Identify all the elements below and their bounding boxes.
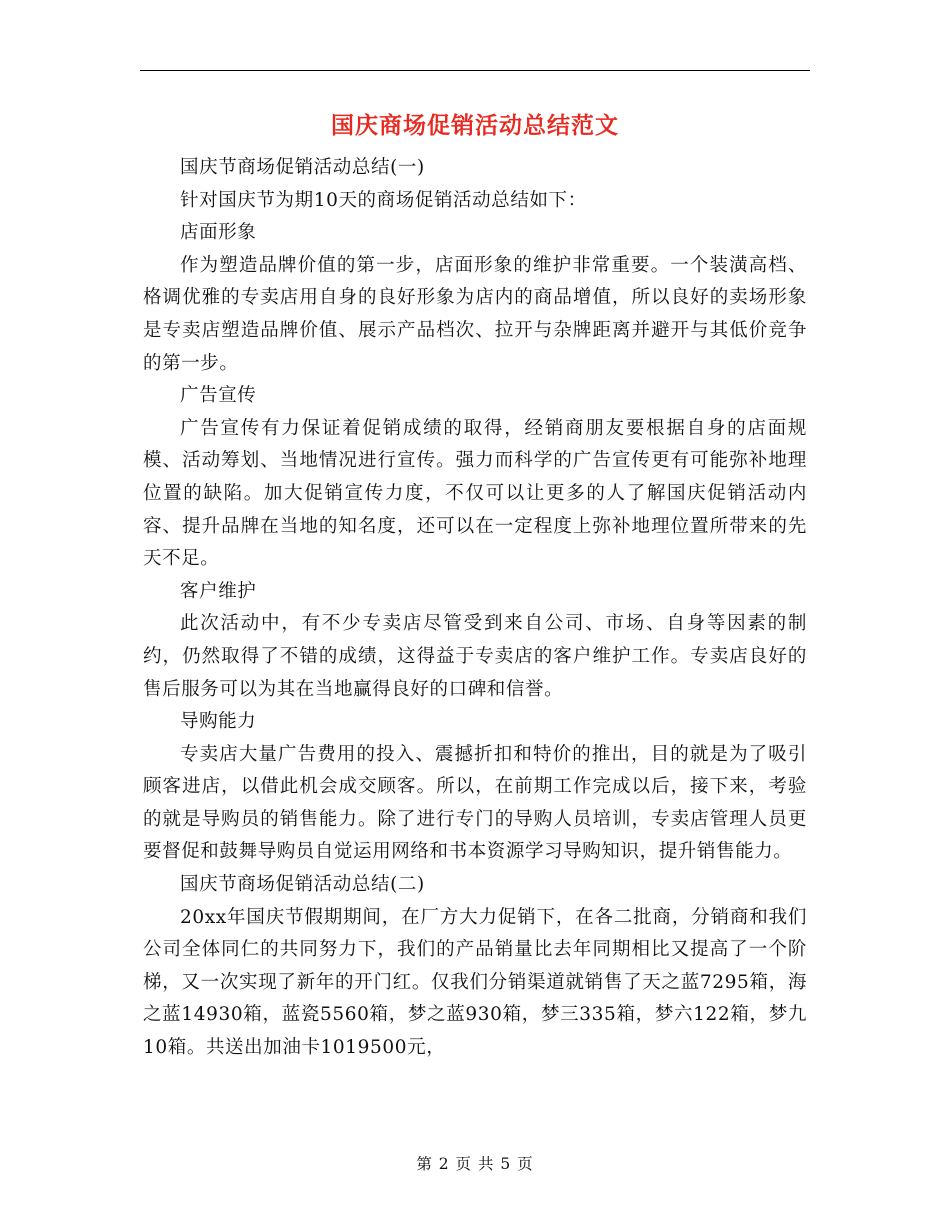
section-heading-advertising: 广告宣传 [180,385,257,407]
document-title: 国庆商场促销活动总结范文 [331,112,619,139]
section-heading-sales-guide: 导购能力 [180,711,257,733]
paragraph-sales-guide: 专卖店大量广告费用的投入、震撼折扣和特价的推出，目的就是为了吸引顾客进店，以借此机会成交顾客。所以，在前期工作完成以后，接下来，考验的就是导购员的销售能力。除了进行专门的导购人员培训，专卖店管理人员更要督促和鼓舞导购员自觉运用网络和书本资源学习导购知识，提升销售能力。 [143,743,807,863]
paragraph-advertising: 广告宣传有力保证着促销成绩的取得，经销商朋友要根据自身的店面规模、活动筹划、当地情况进行宣传。强力而科学的广告宣传更有可能弥补地理位置的缺陷。加大促销宣传力度，不仅可以让更多的人了解国庆促销活动内容、提升品牌在当地的知名度，还可以在一定程度上弥补地理位置所带来的先天不足。 [143,417,807,570]
paragraph-sales-results: 20xx年国庆节假期期间，在厂方大力促销下，在各二批商，分销商和我们公司全体同仁的共同努力下，我们的产品销量比去年同期相比又提高了一个阶梯，又一次实现了新年的开门红。仅我们分销渠道就销售了天之蓝7295箱，海之蓝14930箱，蓝瓷5560箱，梦之蓝930箱，梦三335箱，梦六122箱，梦九10箱。共送出加油卡1019500元， [143,906,807,1059]
document-body [143,108,807,1065]
heading-summary-2: 国庆节商场促销活动总结(二) [180,874,425,896]
paragraph-store-image: 作为塑造品牌价值的第一步，店面形象的维护非常重要。一个装潢高档、格调优雅的专卖店用自身的良好形象为店内的商品增值，所以良好的卖场形象是专卖店塑造品牌价值、展示产品档次、拉开与杂牌距离并避开与其低价竞争的第一步。 [143,254,807,374]
header-rule [140,70,810,71]
paragraph-customer-care: 此次活动中，有不少专卖店尽管受到来自公司、市场、自身等因素的制约，仍然取得了不错的成绩，这得益于专卖店的客户维护工作。专卖店良好的售后服务可以为其在当地赢得良好的口碑和信誉。 [143,613,807,700]
intro-paragraph: 针对国庆节为期10天的商场促销活动总结如下： [180,189,587,211]
page-number: 第 2 页 共 5 页 [416,1155,534,1173]
heading-summary-1: 国庆节商场促销活动总结(一) [180,157,425,178]
section-heading-store-image: 店面形象 [180,222,257,244]
section-heading-customer-care: 客户维护 [180,580,257,602]
